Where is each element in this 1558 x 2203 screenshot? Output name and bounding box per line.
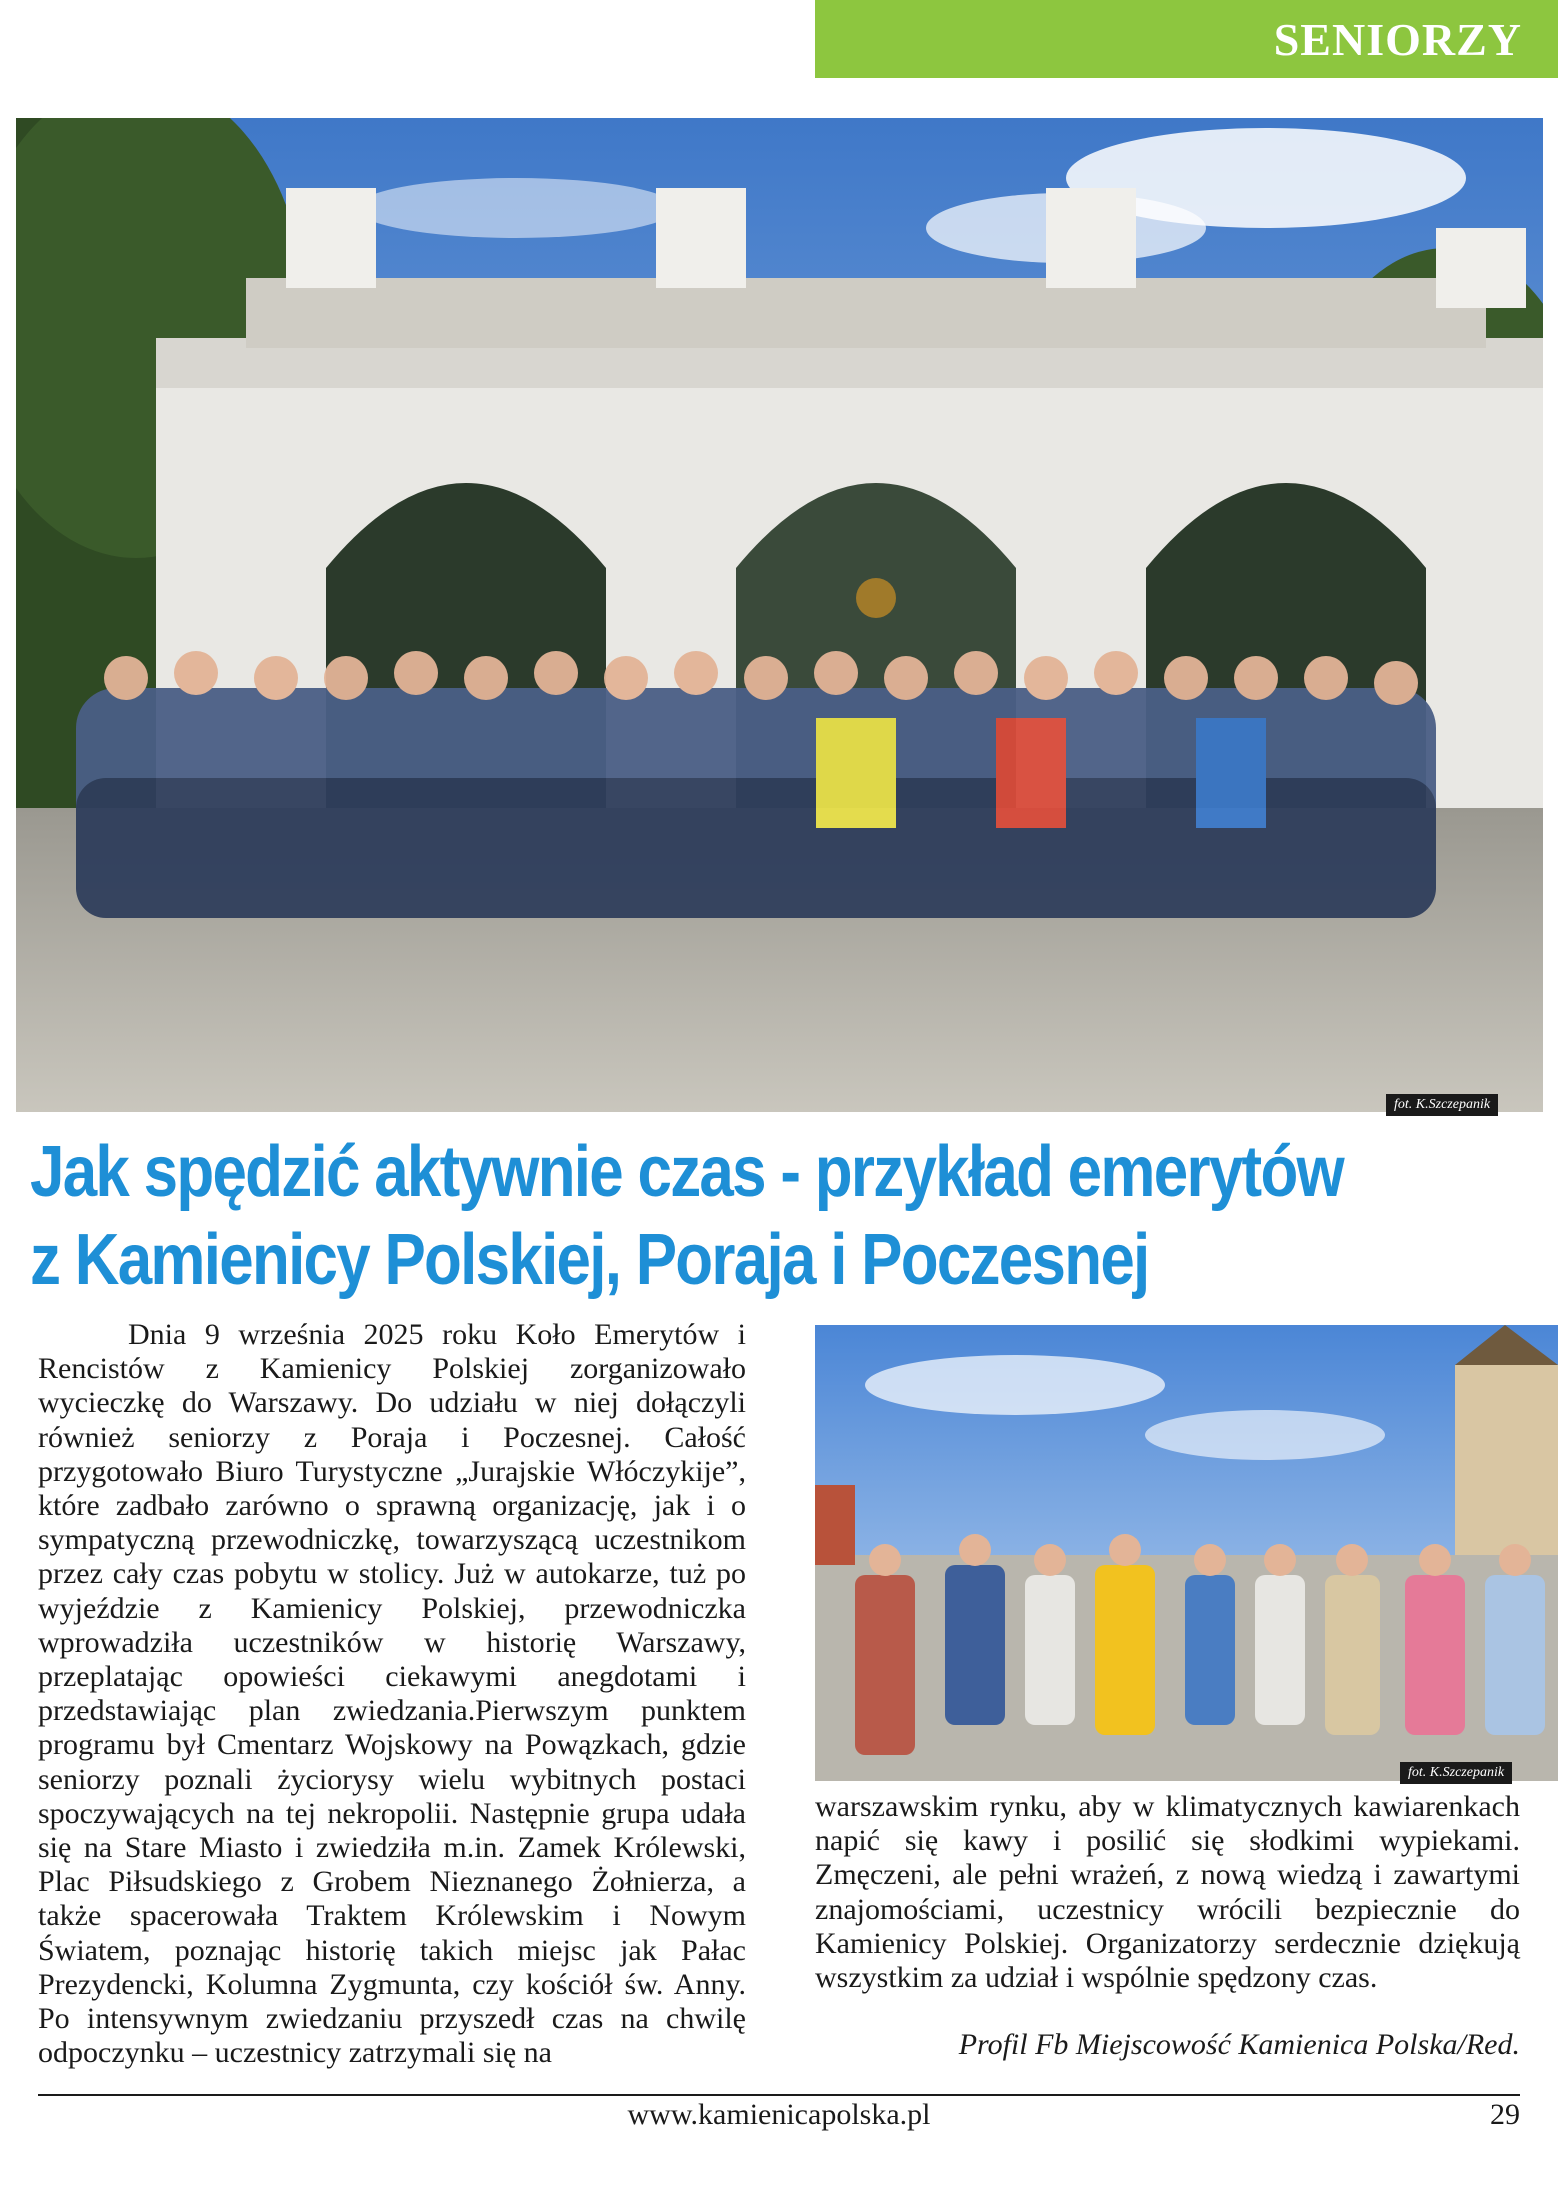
- article-title-line1: Jak spędzić aktywnie czas - przykład emerytów: [30, 1132, 1343, 1212]
- article-signature: Profil Fb Miejscowość Kamienica Polska/Red.: [958, 2028, 1520, 2061]
- article-title: [30, 1128, 1343, 1304]
- secondary-photo: [815, 1325, 1558, 1781]
- main-photo: [16, 118, 1543, 1112]
- main-photo-illustration: [16, 118, 1543, 1112]
- footer-divider: [38, 2094, 1520, 2096]
- main-photo-credit: fot. K.Szczepanik: [1386, 1094, 1498, 1116]
- page-number: 29: [1490, 2098, 1520, 2131]
- secondary-photo-illustration: [815, 1325, 1558, 1781]
- article-body-left: Dnia 9 września 2025 roku Koło Emerytów i Rencistów z Kamienicy Polskiej zorganizowało wycieczkę do Warszawy. Do udziału w niej dołączyli również seniorzy z Poraja i Poczesnej. Całość przygotowało Biuro Turystyczne „Jurajskie Włóczykije”, które zadbało zarówno o sprawną organizację, jak i o sympatyczną przewodniczkę, towarzyszącą uczestnikom przez cały czas pobytu w stolicy. Już w autokarze, tuż po wyjeździe z Kamienicy Polskiej, przewodniczka wprowadziła uczestników w historię Warszawy, przeplatając opowieści ciekawymi anegdotami i przedstawiając plan zwiedzania.Pierwszym punktem programu był Cmentarz Wojskowy na Powązkach, gdzie seniorzy poznali życiorysy wielu wybitnych postaci spoczywających na tej nekropolii. Następnie grupa udała się na Stare Miasto i zwiedziła m.in. Zamek Królewski, Plac Piłsudskiego z Grobem Nieznanego Żołnierza, a także spacerowała Traktem Królewskim i Nowym Światem, poznając historię takich miejsc jak Pałac Prezydencki, Kolumna Zygmunta, czy kościół św. Anny. Po intensywnym zwiedzaniu przyszedł czas na chwilę odpoczynku – uczestnicy zatrzymali się na: [38, 1318, 746, 2070]
- article-title-line2: z Kamienicy Polskiej, Poraja i Poczesnej: [30, 1220, 1149, 1300]
- footer-website-link[interactable]: www.kamienicapolska.pl: [627, 2098, 931, 2131]
- article-body-right: warszawskim rynku, aby w klimatycznych kawiarenkach napić się kawy i posilić się słodkimi wypiekami. Zmęczeni, ale pełni wrażeń, z nową wiedzą i zawartymi znajomościami, uczestnicy wrócili bezpiecznie do Kamienicy Polskiej. Organizatorzy serdecznie dziękują wszystkim za udział i wspólnie spędzony czas.: [815, 1790, 1520, 1995]
- secondary-photo-credit: fot. K.Szczepanik: [1400, 1762, 1512, 1784]
- section-label: SENIORZY: [815, 0, 1558, 78]
